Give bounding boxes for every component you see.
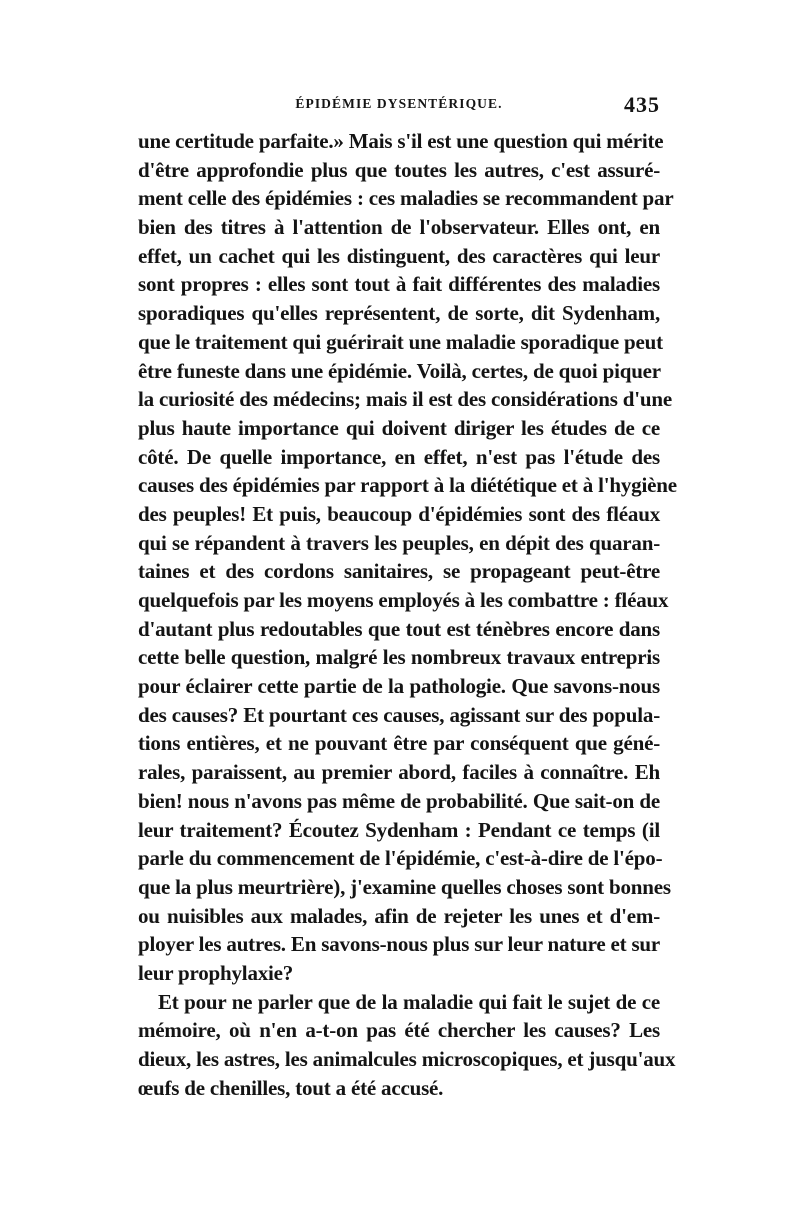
text-line: côté. De quelle importance, en effet, n'est pas l'étude des (138, 444, 660, 469)
running-head (138, 92, 660, 120)
page-number: 435 (624, 92, 660, 117)
text-line: ployer les autres. En savons-nous plus sur leur nature et sur (138, 932, 661, 957)
text-line: des peuples! Et puis, beaucoup d'épidémies sont des fléaux (138, 501, 660, 526)
text-line: quelquefois par les moyens employés à les combattre : fléaux (138, 588, 669, 612)
text-line: cette belle question, malgré les nombreux travaux entrepris (138, 645, 660, 670)
text-line: tions entières, et ne pouvant être par conséquent que géné- (138, 731, 660, 756)
text-line: plus haute importance qui doivent diriger les études de ce (138, 415, 660, 440)
text-line: d'être approfondie plus que toutes les autres, c'est assuré- (138, 157, 660, 182)
text-line: ment celle des épidémies : ces maladies se recommandent par (138, 186, 674, 211)
text-line: rales, paraissent, au premier abord, faciles à connaître. Eh (138, 760, 660, 785)
text-line: qui se répandent à travers les peuples, en dépit des quaran- (138, 530, 660, 555)
text-line: effet, un cachet qui les distinguent, des caractères qui leur (138, 243, 660, 268)
text-line: bien des titres à l'attention de l'observateur. Elles ont, en (138, 215, 660, 240)
text-line: pour éclairer cette partie de la pathologie. Que savons-nous (138, 674, 660, 699)
text-line: que la plus meurtrière), j'examine quelles choses sont bonnes (138, 874, 671, 899)
text-line: ou nuisibles aux malades, afin de rejeter les unes et d'em- (138, 903, 660, 928)
text-line: dieux, les astres, les animalcules microscopiques, et jusqu'aux (138, 1047, 676, 1071)
text-line: sont propres : elles sont tout à fait différentes des maladies (138, 272, 660, 297)
running-title: ÉPIDÉMIE DYSENTÉRIQUE. (295, 96, 503, 111)
text-line: d'autant plus redoutables que tout est ténèbres encore dans (138, 616, 660, 641)
paragraph-start-line: Et pour ne parler que de la maladie qui fait le sujet de ce (158, 989, 660, 1014)
text-line: être funeste dans une épidémie. Voilà, certes, de quoi piquer (138, 358, 661, 383)
paragraph-end-line: œufs de chenilles, tout a été accusé. (138, 1075, 444, 1100)
text-line: leur traitement? Écoutez Sydenham : Pendant ce temps (il (138, 817, 660, 842)
text-line: causes des épidémies par rapport à la diététique et à l'hygiène (138, 473, 677, 498)
text-line: que le traitement qui guérirait une maladie sporadique peut (138, 329, 663, 354)
text-line: la curiosité des médecins; mais il est des considérations d'une (138, 387, 672, 412)
text-line: sporadiques qu'elles représentent, de sorte, dit Sydenham, (138, 301, 660, 326)
text-line: parle du commencement de l'épidémie, c'est-à-dire de l'épo- (138, 846, 663, 871)
text-line: bien! nous n'avons pas même de probabilité. Que sait-on de (138, 788, 660, 813)
text-line: des causes? Et pourtant ces causes, agissant sur des popula- (138, 702, 660, 727)
text-line: taines et des cordons sanitaires, se propageant peut-être (138, 559, 660, 584)
text-line: mémoire, où n'en a-t-on pas été chercher les causes? Les (138, 1018, 660, 1043)
body-text (138, 127, 677, 1102)
paragraph-end-line: leur prophylaxie? (138, 960, 294, 985)
text-line: une certitude parfaite.» Mais s'il est une question qui mérite (138, 129, 664, 153)
